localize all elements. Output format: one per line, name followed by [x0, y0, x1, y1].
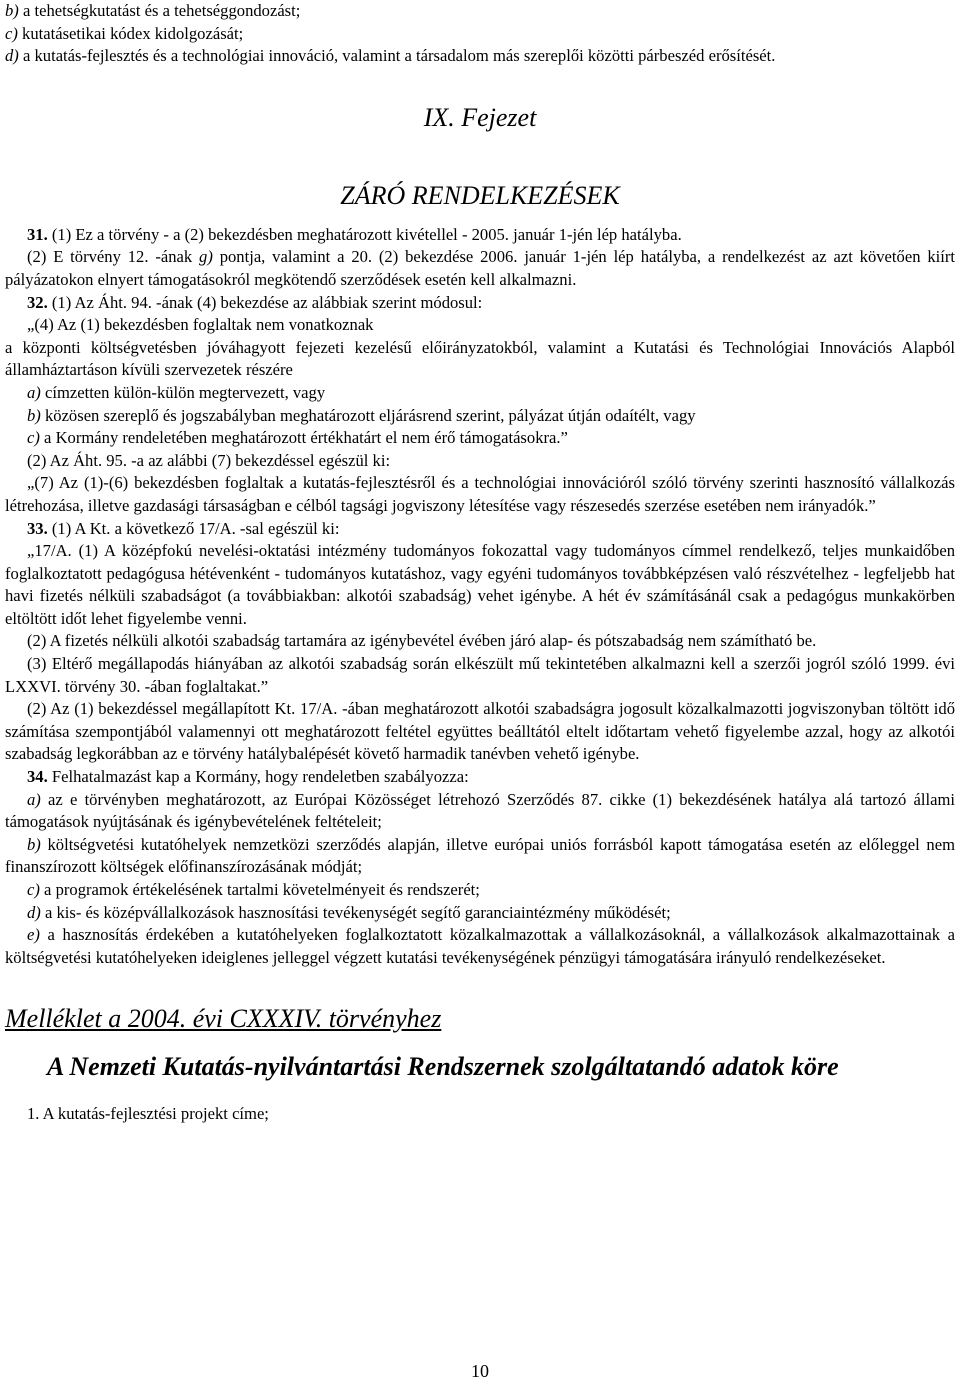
section-34-para-1: 34. Felhatalmazást kap a Kormány, hogy rendeletben szabályozza:	[27, 767, 469, 787]
section-32-quote-1: „(4) Az (1) bekezdésben foglaltak nem vonatkoznak	[27, 315, 374, 335]
annex-title: Melléklet a 2004. évi CXXXIV. törvényhez	[5, 1004, 442, 1034]
section-31-para-1: 31. (1) Ez a törvény - a (2) bekezdésben meghatározott kivétellel - 2005. január 1-jén lép hatályba.	[27, 224, 682, 244]
section-34-item-c: c) a programok értékelésének tartalmi követelményeit és rendszerét;	[27, 880, 480, 899]
section-34-item-a: a) az e törvényben meghatározott, az Európai Közösséget létrehozó Szerződés 87. cikke (1) bekezdésének hatálya alá tartozó állami támogatások nyújtásának és igénybevételének feltételeit;	[5, 789, 955, 832]
section-33-para-1: 33. (1) A Kt. a következő 17/A. -sal egészül ki:	[27, 518, 340, 538]
list-item-b: b) a tehetségkutatást és a tehetséggondozást;	[5, 1, 301, 20]
section-32-para-2: (2) Az Áht. 95. -a az alábbi (7) bekezdéssel egészül ki:	[27, 450, 391, 470]
section-34-item-b: b) költségvetési kutatóhelyek nemzetközi szerződés alapján, illetve európai uniós forrásból kapott támogatása esetén az előleggel nem finanszírozott költségek előfinanszírozásának módját;	[5, 834, 955, 877]
section-32-item-c: c) a Kormány rendeletében meghatározott értékhatárt el nem érő támogatásokra.”	[27, 428, 568, 448]
section-33-quote-2: (2) A fizetés nélküli alkotói szabadság tartamára az igénybevétel évében járó alap- és pótszabadság nem számítható be.	[27, 631, 817, 651]
section-32-item-a: a) címzetten külön-külön megtervezett, vagy	[27, 382, 326, 402]
list-item-c: c) kutatásetikai kódex kidolgozását;	[5, 23, 244, 43]
list-item-d: d) a kutatás-fejlesztés és a technológiai innováció, valamint a társadalom más szereplői közötti párbeszéd erősítését.	[5, 46, 776, 66]
section-34-item-e: e) a hasznosítás érdekében a kutatóhelyeken foglalkoztatott közalkalmazottak a vállalkozásoknál, a vállalkozások alkalmazottainak a költségvetési kutatóhelyeken ideiglenes jelleggel végzett kutatási tevékenységének pénzügyi támogatására irányuló rendelkezéseket.	[5, 925, 955, 967]
section-31-para-2: (2) E törvény 12. -ának g) pontja, valamint a 20. (2) bekezdése 2006. január 1-jén lép hatályba, a rendelkezést az azt követően kiírt pályázatokon elnyert támogatásokról megkötendő szerződések esetén kell alkalmazni.	[5, 247, 955, 289]
chapter-title: ZÁRÓ RENDELKEZÉSEK	[340, 180, 620, 210]
section-32-quote-2: a központi költségvetésben jóváhagyott fejezeti kezelésű előirányzatokból, valamint a Kutatási és Technológiai Innovációs Alapból államháztartáson kívüli szervezetek részére	[5, 337, 955, 380]
section-32-quote-3: „(7) Az (1)-(6) bekezdésben foglaltak a kutatás-fejlesztésről és a technológiai innovációról szóló törvény szerinti hasznosító vállalkozás létrehozása, illetve gazdasági társaságban e célból tagsági jogviszony létesítése vagy részesedés szerzése esetében nem irányadók.”	[5, 473, 955, 515]
annex-subtitle: A Nemzeti Kutatás-nyilvántartási Rendszernek szolgáltatandó adatok köre	[47, 1052, 839, 1082]
section-32-para-1: 32. (1) Az Áht. 94. -ának (4) bekezdése az alábbiak szerint módosul:	[27, 292, 483, 312]
section-33-quote-3: (3) Eltérő megállapodás hiányában az alkotói szabadság során elkészült mű tekintetében alkalmazni kell a szerzői jogról szóló 1999. évi LXXVI. törvény 30. -ában foglaltakat.”	[5, 654, 955, 696]
chapter-number: IX. Fejezet	[423, 102, 537, 132]
page-number: 10	[471, 1361, 489, 1381]
document-page	[5, 0, 955, 1126]
annex-item-1: 1. A kutatás-fejlesztési projekt címe;	[27, 1104, 269, 1124]
section-33-quote-1: „17/A. (1) A középfokú nevelési-oktatási intézmény tudományos fokozattal vagy tudományos címmel rendelkező, teljes munkaidőben foglalkoztatott pedagógusa hétévenként - tudományos kutatáshoz, vagy egyéni tudományos továbbképzésen való részvételhez - legfeljebb hat havi fizetés nélküli szabadságot (a továbbiakban: alkotói szabadság) vehet igénybe. A hét év számításánál csak a pedagógus munkakörben eltöltött időt lehet figyelembe venni.	[5, 541, 955, 628]
section-34-item-d: d) a kis- és középvállalkozások hasznosítási tevékenységét segítő garanciaintézmény működését;	[27, 902, 671, 922]
section-33-para-2: (2) Az (1) bekezdéssel megállapított Kt. 17/A. -ában meghatározott alkotói szabadságra jogosult közalkalmazotti jogviszonyban töltött idő számítása szempontjából valamennyi ott meghatározott feltétel együttes beálltától eltelt időtartam vehető figyelembe azzal, hogy az alkotói szabadság legkorábban az e törvény hatálybalépését követő harmadik tanévben vehető igénybe.	[5, 699, 955, 764]
section-32-item-b: b) közösen szereplő és jogszabályban meghatározott eljárásrend szerint, pályázat útján odaítélt, vagy	[27, 405, 696, 425]
